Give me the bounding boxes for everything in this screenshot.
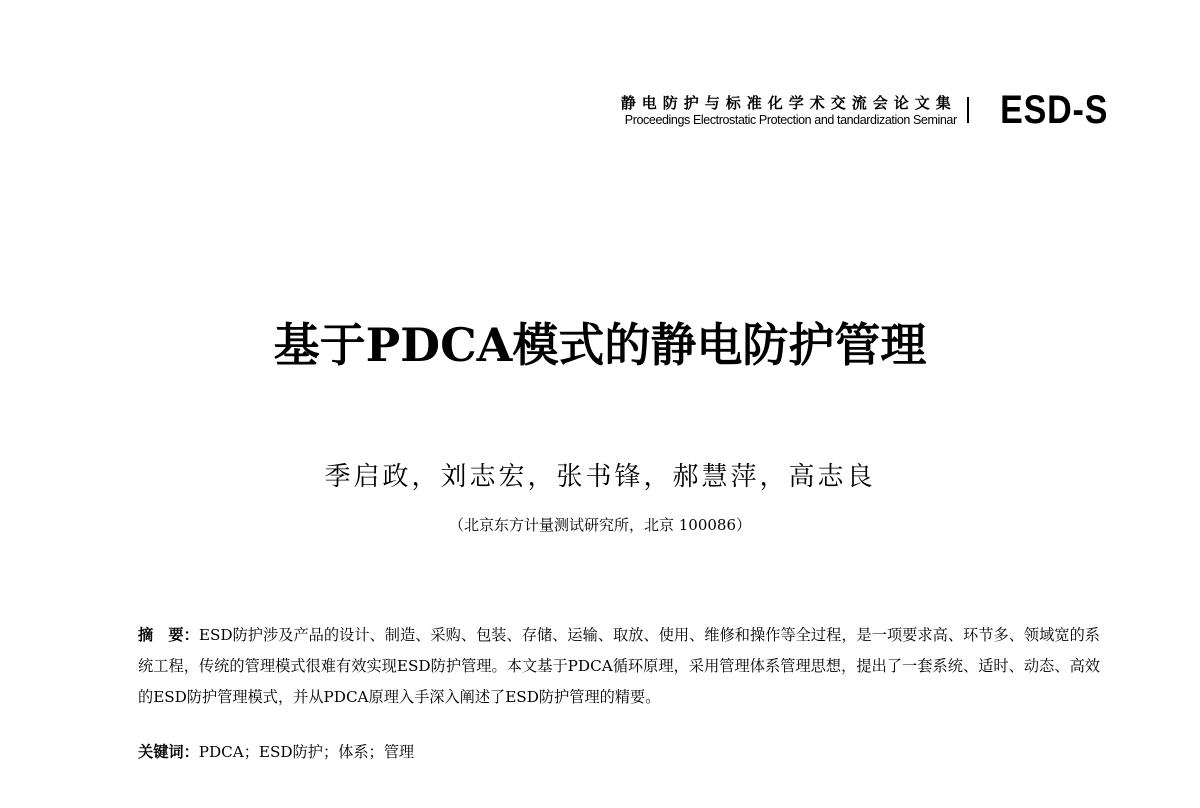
keywords-text: PDCA；ESD防护；体系；管理 [198, 743, 415, 761]
header-divider [967, 97, 969, 123]
proceedings-header [621, 90, 1108, 130]
header-text-block [621, 93, 957, 128]
keywords-line [138, 737, 1100, 767]
abstract-text: ESD防护涉及产品的设计、制造、采购、包装、存储、运输、取放、使用、维修和操作等全过程，是一项要求高、环节多、领域宽的系统工程，传统的管理模式很难有效实现ESD防护管理。本文基于PDCA循环原理，采用管理体系管理思想，提出了一套系统、适时、动态、高效的ESD防护管理模式，并从PDCA原理入手深入阐述了ESD防护管理的精要。 [138, 626, 1100, 706]
proceedings-title-en: Proceedings Electrostatic Protection and tandardization Seminar [624, 112, 957, 127]
abstract-paragraph [138, 620, 1100, 713]
paper-title: 基于PDCA模式的静电防护管理 [273, 318, 927, 372]
keywords-label: 关键词： [138, 743, 199, 761]
paper-authors: 季启政，刘志宏，张书锋，郝慧萍，高志良 [324, 462, 876, 492]
paper-affiliation: （北京东方计量测试研究所，北京 100086） [448, 516, 752, 534]
esd-s-logo: ESD-S [999, 88, 1108, 132]
abstract-label: 摘 要： [138, 626, 199, 644]
proceedings-title-cn: 静电防护与标准化学术交流会论文集 [620, 93, 957, 112]
